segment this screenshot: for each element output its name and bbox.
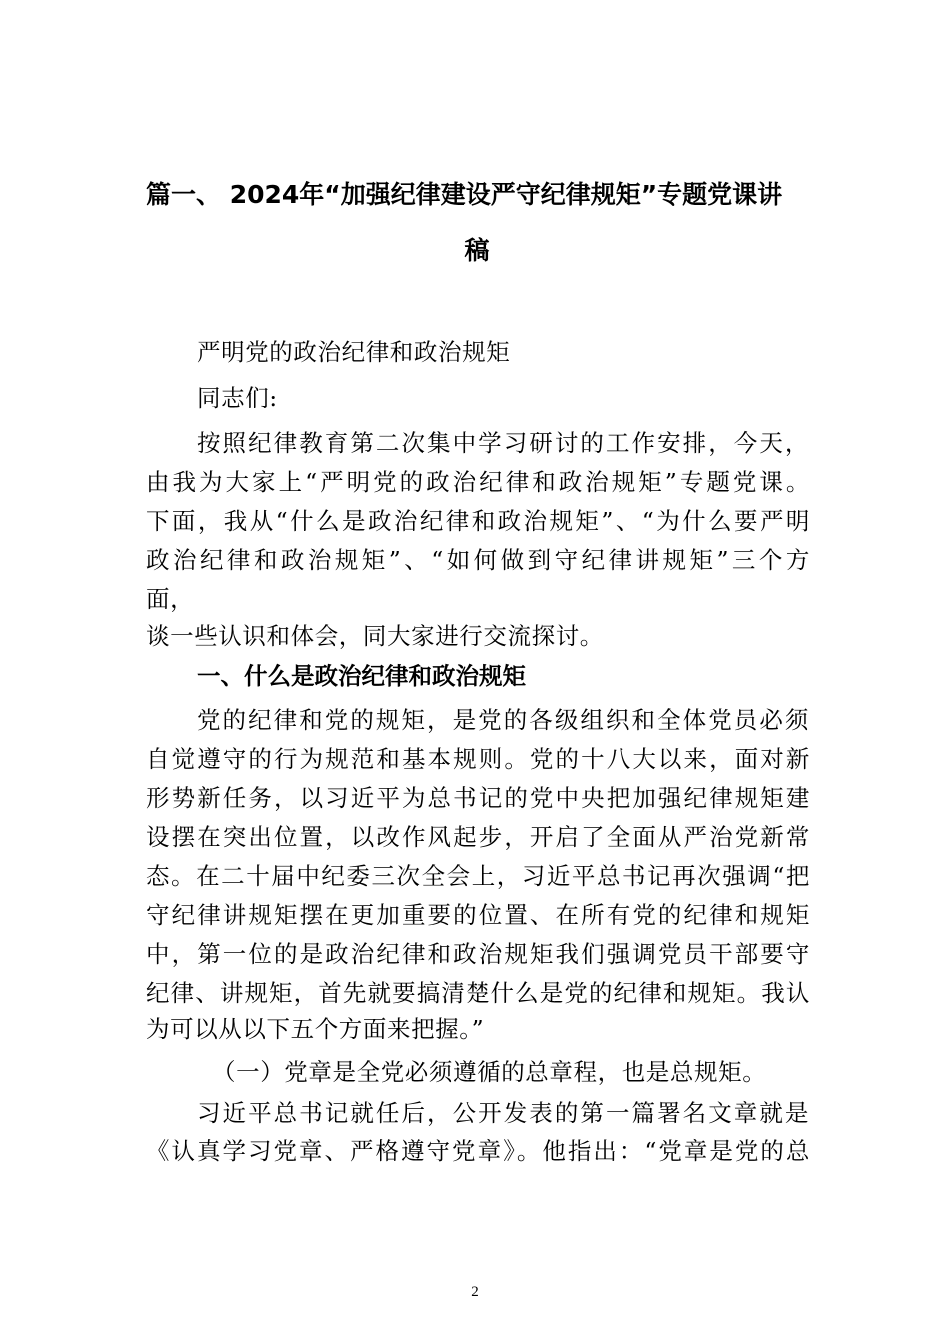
body-line: 为可以从以下五个方面来把握。” [146,1015,485,1043]
body-line: 《认真学习党章、严格遵守党章》。他指出：“党章是党的总 [146,1137,810,1165]
document-subtitle: 严明党的政治纪律和政治规矩 [197,338,511,366]
body-line: 中，第一位的是政治纪律和政治规矩我们强调党员干部要守 [146,940,810,968]
body-line: 党的纪律和党的规矩，是党的各级组织和全体党员必须 [197,706,809,734]
body-line: 习近平总书记就任后，公开发表的第一篇署名文章就是 [197,1099,809,1127]
intro-line: 下面，我从“什么是政治纪律和政治规矩”、“为什么要严明 [146,507,810,535]
intro-line: 按照纪律教育第二次集中学习研讨的工作安排，今天， [197,429,809,457]
body-line: 设摆在突出位置，以改作风起步，开启了全面从严治党新常 [146,823,810,851]
body-line: 态。在二十届中纪委三次全会上，习近平总书记再次强调“把 [146,862,810,890]
salutation: 同志们: [197,384,278,412]
intro-line: 谈一些认识和体会，同大家进行交流探讨。 [146,622,604,650]
section-heading: 一、什么是政治纪律和政治规矩 [197,662,526,690]
body-line: 形势新任务，以习近平为总书记的党中央把加强纪律规矩建 [146,784,810,812]
document-title-line-1: 篇一、 2024年“加强纪律建设严守纪律规矩”专题党课讲 [146,180,783,209]
document-title-line-2: 稿 [464,236,490,265]
subsection-heading: （一）党章是全党必须遵循的总章程，也是总规矩。 [212,1058,767,1086]
page-number: 2 [471,1284,479,1300]
intro-line: 政治纪律和政治规矩”、“如何做到守纪律讲规矩”三个方 [146,546,810,574]
body-line: 纪律、讲规矩，首先就要搞清楚什么是党的纪律和规矩。我认 [146,979,810,1007]
intro-line: 由我为大家上“严明党的政治纪律和政治规矩”专题党课。 [146,468,810,496]
body-line: 守纪律讲规矩摆在更加重要的位置、在所有党的纪律和规矩 [146,901,810,929]
intro-line: 面， [146,585,195,613]
body-line: 自觉遵守的行为规范和基本规则。党的十八大以来，面对新 [146,745,810,773]
